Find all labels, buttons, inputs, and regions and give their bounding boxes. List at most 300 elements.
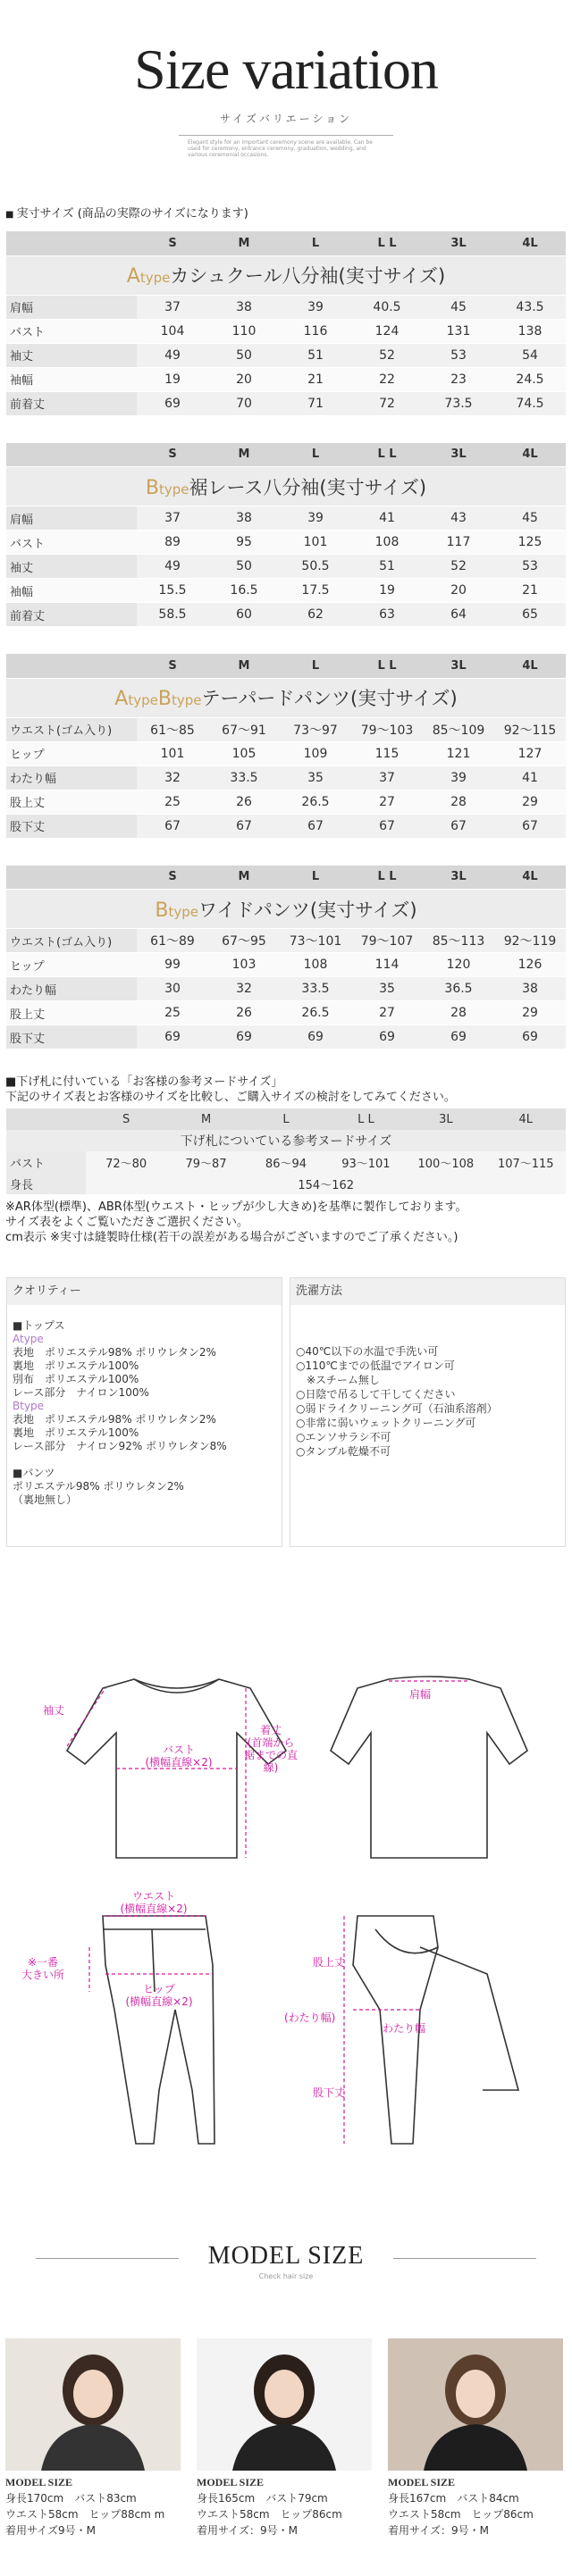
- quality-box: [6, 1277, 282, 1547]
- care-line: ○タンブル乾燥不可: [296, 1445, 391, 1458]
- size-table: [6, 443, 566, 628]
- top-back-illustration: [331, 1677, 527, 1858]
- size-value: 120: [423, 953, 494, 977]
- size-value: 53: [494, 555, 566, 579]
- quality-line: 表地 ポリエステル98% ポリウレタン2%: [13, 1346, 216, 1359]
- row-label: わたり幅: [6, 977, 137, 1001]
- size-column-header: 3L: [423, 866, 494, 890]
- quality-line: ■パンツ: [13, 1467, 55, 1479]
- table-row: [6, 790, 566, 814]
- quality-line: 表地 ポリエステル98% ポリウレタン2%: [13, 1413, 216, 1426]
- row-label: 前着丈: [6, 603, 137, 627]
- reference-table: [6, 1108, 566, 1194]
- size-column-header: S: [137, 654, 208, 678]
- size-column-header: 4L: [494, 654, 566, 678]
- size-column-header: 3L: [423, 443, 494, 467]
- size-column-header: S: [137, 443, 208, 467]
- quality-line: （裏地無し）: [13, 1493, 78, 1506]
- size-value: 138: [494, 319, 566, 343]
- row-label: バスト: [6, 1151, 86, 1173]
- size-value: 39: [280, 506, 351, 531]
- table-row: [6, 603, 566, 627]
- size-value: 69: [494, 1025, 566, 1050]
- title-rule: [179, 135, 393, 136]
- model-silhouette: [5, 2338, 181, 2471]
- size-value: 26.5: [280, 1001, 351, 1025]
- size-value: 25: [137, 1001, 208, 1025]
- size-value: 38: [208, 295, 280, 319]
- model-heading: MODEL SIZE: [197, 2476, 265, 2488]
- size-value: 38: [494, 977, 566, 1001]
- size-value: 39: [423, 765, 494, 790]
- size-column-header: 4L: [486, 1108, 566, 1130]
- size-value: 116: [280, 319, 351, 343]
- size-column-header: 3L: [423, 654, 494, 678]
- size-value: 79〜107: [351, 929, 423, 953]
- size-value: 67: [351, 814, 423, 838]
- size-column-header: M: [208, 443, 280, 467]
- label-thigh: わたり幅: [383, 2022, 426, 2035]
- care-line: ○非常に弱いウェットクリーニング可: [296, 1417, 476, 1429]
- row-label: ウエスト(ゴム入り): [6, 717, 137, 741]
- size-column-header: M: [208, 866, 280, 890]
- size-column-header: L: [246, 1108, 325, 1130]
- size-value: 73.5: [423, 391, 494, 415]
- reference-note-3: ※AR体型(標準)、ABR体型(ウエスト・ヒップが少し大きめ)を基準に製作しております。: [5, 1200, 467, 1214]
- care-line: ○日陰で吊るして干してください: [296, 1388, 456, 1401]
- label-waist: ウエスト (横幅直線×2): [120, 1890, 188, 1915]
- table-row: [6, 295, 566, 319]
- quality-line: 別布 ポリエステル100%: [13, 1373, 139, 1385]
- size-value: 41: [351, 506, 423, 531]
- reference-row: [6, 1173, 566, 1194]
- size-value: 26: [208, 790, 280, 814]
- size-value: 49: [137, 343, 208, 367]
- size-column-header: S: [86, 1108, 165, 1130]
- row-label: 股上丈: [6, 1001, 137, 1025]
- size-table: [6, 231, 566, 416]
- size-value: 60: [208, 603, 280, 627]
- quality-line: レース部分 ナイロン92% ポリウレタン8%: [13, 1440, 227, 1452]
- corner-cell: [6, 231, 137, 255]
- size-value: 22: [351, 367, 423, 391]
- model-line: ウエスト58cm ヒップ86cm: [197, 2508, 342, 2521]
- model-silhouette: [388, 2338, 563, 2471]
- size-value: 40.5: [351, 295, 423, 319]
- size-value: 124: [351, 319, 423, 343]
- size-value: 35: [280, 765, 351, 790]
- size-value: 35: [351, 977, 423, 1001]
- size-value: 43: [423, 506, 494, 531]
- size-value: 127: [494, 741, 566, 765]
- size-value: 33.5: [208, 765, 280, 790]
- quality-line: 裏地 ポリエステル100%: [13, 1359, 139, 1372]
- size-value: 92〜119: [494, 929, 566, 953]
- size-value: 61〜89: [137, 929, 208, 953]
- table-row: [6, 929, 566, 953]
- table-row: [6, 717, 566, 741]
- size-value: 79〜103: [351, 717, 423, 741]
- size-value: 45: [494, 506, 566, 531]
- size-value: 107〜115: [486, 1151, 566, 1173]
- table-row: [6, 319, 566, 343]
- size-value: 15.5: [137, 579, 208, 603]
- measurement-diagram: [0, 1590, 572, 2233]
- table-row: [6, 1001, 566, 1025]
- size-value: 71: [280, 391, 351, 415]
- size-value: 99: [137, 953, 208, 977]
- size-value: 30: [137, 977, 208, 1001]
- size-value: 28: [423, 1001, 494, 1025]
- size-value: 92〜115: [494, 717, 566, 741]
- size-column-header: S: [137, 231, 208, 255]
- label-rise: 股上丈: [313, 1956, 346, 1969]
- model-heading: MODEL SIZE: [388, 2476, 456, 2488]
- size-value: 27: [351, 1001, 423, 1025]
- reference-row: [6, 1151, 566, 1173]
- row-label: 股下丈: [6, 1025, 137, 1050]
- size-column-header: L L: [351, 866, 423, 890]
- hero-fine-print: Elegant style for an important ceremony scene are available. Can be used for ceremony, entrance ceremony, graduation, wedding, and various ceremonial occasions.: [188, 139, 373, 158]
- reference-note-2: 下記のサイズ表とお客様のサイズを比較し、ご購入サイズの検討をしてみてください。: [5, 1091, 456, 1104]
- size-value: 21: [494, 579, 566, 603]
- quality-line: レース部分 ナイロン100%: [13, 1386, 149, 1399]
- size-value: 51: [351, 555, 423, 579]
- row-label: 袖丈: [6, 555, 137, 579]
- size-value: 67: [494, 814, 566, 838]
- size-value: 121: [423, 741, 494, 765]
- page-title: Size variation: [134, 38, 438, 101]
- merged-value: 154〜162: [86, 1173, 566, 1194]
- care-box: [290, 1277, 566, 1547]
- size-value: 23: [423, 367, 494, 391]
- size-value: 43.5: [494, 295, 566, 319]
- size-value: 100〜108: [406, 1151, 485, 1173]
- size-value: 69: [137, 391, 208, 415]
- label-shoulder: 肩幅: [409, 1688, 432, 1701]
- size-value: 86〜94: [246, 1151, 325, 1173]
- size-value: 93〜101: [326, 1151, 406, 1173]
- size-value: 45: [423, 295, 494, 319]
- table-row: [6, 741, 566, 765]
- type-badge: Btype: [145, 476, 189, 499]
- reference-section: [0, 1069, 572, 1245]
- size-value: 108: [351, 531, 423, 555]
- size-value: 38: [208, 506, 280, 531]
- size-value: 37: [351, 765, 423, 790]
- hero: [0, 0, 572, 179]
- size-value: 67〜95: [208, 929, 280, 953]
- size-value: 63: [351, 603, 423, 627]
- size-value: 28: [423, 790, 494, 814]
- size-value: 25: [137, 790, 208, 814]
- corner-cell: [6, 443, 137, 467]
- table-row: [6, 531, 566, 555]
- size-value: 54: [494, 343, 566, 367]
- size-tables: [0, 231, 572, 1050]
- table-row: [6, 977, 566, 1001]
- model-cards: [0, 2338, 572, 2538]
- row-label: ヒップ: [6, 741, 137, 765]
- size-value: 73〜101: [280, 929, 351, 953]
- size-value: 37: [137, 295, 208, 319]
- size-value: 50.5: [280, 555, 351, 579]
- quality-line: 裏地 ポリエステル100%: [13, 1426, 139, 1439]
- row-label: バスト: [6, 319, 137, 343]
- size-value: 36.5: [423, 977, 494, 1001]
- size-column-header: L L: [351, 654, 423, 678]
- row-label: 肩幅: [6, 295, 137, 319]
- size-table: [6, 654, 566, 839]
- type-badge: Btype: [157, 688, 202, 710]
- care-body: [290, 1305, 565, 1473]
- size-value: 21: [280, 367, 351, 391]
- size-value: 37: [137, 506, 208, 531]
- page-subtitle: サイズバリエーション: [219, 113, 353, 125]
- care-line: ○弱ドライクリーニング可（石油系溶剤）: [296, 1402, 498, 1415]
- size-value: 69: [423, 1025, 494, 1050]
- table-row: [6, 1025, 566, 1050]
- size-value: 69: [280, 1025, 351, 1050]
- row-label: 袖丈: [6, 343, 137, 367]
- size-value: 53: [423, 343, 494, 367]
- row-label: 袖幅: [6, 579, 137, 603]
- model-line: ウエスト58cm ヒップ88cm m: [5, 2508, 165, 2521]
- type-badge: Atype: [126, 265, 171, 288]
- model-size-header: [0, 2242, 572, 2280]
- table-row: [6, 953, 566, 977]
- quality-care-section: [6, 1277, 566, 1547]
- size-value: 26.5: [280, 790, 351, 814]
- size-column-header: M: [208, 231, 280, 255]
- model-silhouette: [197, 2338, 372, 2471]
- model-line: 着用サイズ：9号・M: [197, 2524, 299, 2537]
- size-value: 52: [351, 343, 423, 367]
- label-body-length: 着丈 (首端から 裾までの直線): [243, 1724, 298, 1774]
- table-gap: [0, 627, 572, 654]
- row-label: 肩幅: [6, 506, 137, 531]
- quality-line: ■トップス: [13, 1319, 65, 1332]
- size-value: 114: [351, 953, 423, 977]
- reference-note-4: サイズ表をよくご覧いただきご選択ください。: [5, 1216, 248, 1229]
- size-column-header: 3L: [423, 231, 494, 255]
- size-value: 24.5: [494, 367, 566, 391]
- row-label: バスト: [6, 531, 137, 555]
- model-line: 身長170cm バスト83cm: [5, 2492, 137, 2505]
- size-value: 110: [208, 319, 280, 343]
- size-value: 41: [494, 765, 566, 790]
- size-column-header: L: [280, 866, 351, 890]
- size-value: 74.5: [494, 391, 566, 415]
- label-thigh-side: (わたり幅): [284, 2011, 336, 2024]
- size-value: 95: [208, 531, 280, 555]
- label-inseam: 股下丈: [313, 2087, 346, 2099]
- size-value: 69: [351, 1025, 423, 1050]
- label-hip: ヒップ (横幅直線×2): [125, 1983, 193, 2008]
- size-value: 69: [137, 1025, 208, 1050]
- label-bust: バスト (横幅直線×2): [145, 1744, 213, 1769]
- size-value: 20: [208, 367, 280, 391]
- size-value: 67: [423, 814, 494, 838]
- model-info: [197, 2471, 372, 2538]
- size-value: 72: [351, 391, 423, 415]
- model-info: [388, 2471, 563, 2538]
- model-line: 着用サイズ：9号・M: [388, 2524, 490, 2537]
- size-value: 105: [208, 741, 280, 765]
- table-row: [6, 579, 566, 603]
- quality-line: ポリエステル98% ポリウレタン2%: [13, 1480, 184, 1493]
- size-value: 70: [208, 391, 280, 415]
- corner-cell: [6, 654, 137, 678]
- table-caption: Btypeワイドパンツ(実寸サイズ): [6, 890, 566, 929]
- model-heading: MODEL SIZE: [5, 2476, 73, 2488]
- model-card: [197, 2338, 372, 2538]
- label-sleeve-length: 袖丈: [43, 1704, 65, 1717]
- model-photo: [197, 2338, 372, 2471]
- size-value: 32: [137, 765, 208, 790]
- size-column-header: L L: [351, 231, 423, 255]
- size-value: 32: [208, 977, 280, 1001]
- size-value: 125: [494, 531, 566, 555]
- row-label: 股上丈: [6, 790, 137, 814]
- type-badge: Atype: [114, 688, 158, 710]
- size-value: 126: [494, 953, 566, 977]
- size-column-header: 4L: [494, 866, 566, 890]
- size-value: 19: [351, 579, 423, 603]
- quality-line: Atype: [13, 1333, 44, 1345]
- size-column-header: L: [280, 443, 351, 467]
- row-label: 身長: [6, 1173, 86, 1194]
- pants-front-illustration: [103, 1916, 214, 2144]
- size-column-header: L: [280, 654, 351, 678]
- table-row: [6, 814, 566, 838]
- size-value: 39: [280, 295, 351, 319]
- quality-line: Btype: [13, 1400, 45, 1412]
- size-table: [6, 866, 566, 1050]
- size-value: 79〜87: [166, 1151, 246, 1173]
- care-line: ※スチーム無し: [296, 1374, 380, 1386]
- size-column-header: M: [208, 654, 280, 678]
- model-photo: [5, 2338, 181, 2471]
- table-row: [6, 506, 566, 531]
- size-column-header: S: [137, 866, 208, 890]
- table-row: [6, 391, 566, 415]
- size-value: 85〜113: [423, 929, 494, 953]
- size-value: 115: [351, 741, 423, 765]
- size-value: 101: [137, 741, 208, 765]
- model-card: [388, 2338, 563, 2538]
- size-value: 33.5: [280, 977, 351, 1001]
- label-widest: ※一番 大きい所: [21, 1956, 64, 1981]
- care-line: ○110℃までの低温でアイロン可: [296, 1359, 455, 1372]
- reference-caption: 下げ札についている参考ヌードサイズ: [6, 1130, 566, 1151]
- size-column-header: 4L: [494, 231, 566, 255]
- care-line: ○エンソサラシ不可: [296, 1431, 391, 1443]
- row-label: ウエスト(ゴム入り): [6, 929, 137, 953]
- size-value: 104: [137, 319, 208, 343]
- left-rule: [36, 2258, 179, 2259]
- table-gap: [0, 416, 572, 443]
- size-value: 51: [280, 343, 351, 367]
- model-card: [5, 2338, 181, 2538]
- corner-cell: [6, 1108, 86, 1130]
- size-value: 50: [208, 555, 280, 579]
- right-rule: [393, 2258, 536, 2259]
- size-value: 131: [423, 319, 494, 343]
- row-label: 股下丈: [6, 814, 137, 838]
- size-value: 20: [423, 579, 494, 603]
- model-photo: [388, 2338, 563, 2471]
- size-value: 67: [137, 814, 208, 838]
- size-value: 17.5: [280, 579, 351, 603]
- size-column-header: L L: [351, 443, 423, 467]
- row-label: ヒップ: [6, 953, 137, 977]
- reference-note-1: ■下げ札に付いている「お客様の参考ヌードサイズ」: [5, 1075, 283, 1089]
- size-value: 49: [137, 555, 208, 579]
- size-column-header: 3L: [406, 1108, 485, 1130]
- model-size-title: MODEL SIZE: [207, 2242, 365, 2270]
- quality-body: [7, 1305, 282, 1521]
- size-value: 117: [423, 531, 494, 555]
- table-row: [6, 343, 566, 367]
- model-line: ウエスト58cm ヒップ86cm: [388, 2508, 534, 2521]
- size-value: 67: [208, 814, 280, 838]
- size-value: 85〜109: [423, 717, 494, 741]
- size-value: 58.5: [137, 603, 208, 627]
- size-value: 26: [208, 1001, 280, 1025]
- size-value: 29: [494, 1001, 566, 1025]
- row-label: 袖幅: [6, 367, 137, 391]
- corner-cell: [6, 866, 137, 890]
- quality-line: [13, 1453, 276, 1467]
- table-row: [6, 555, 566, 579]
- size-value: 69: [208, 1025, 280, 1050]
- model-line: 身長165cm バスト79cm: [197, 2492, 328, 2505]
- size-column-header: M: [166, 1108, 246, 1130]
- size-value: 109: [280, 741, 351, 765]
- size-value: 16.5: [208, 579, 280, 603]
- size-value: 64: [423, 603, 494, 627]
- size-value: 61〜85: [137, 717, 208, 741]
- size-value: 19: [137, 367, 208, 391]
- table-caption: Atypeカシュクール八分袖(実寸サイズ): [6, 255, 566, 295]
- model-size-subtitle: Check hair size: [258, 2272, 314, 2280]
- garment-illustrations: [0, 1590, 572, 2233]
- model-line: 着用サイズ9号・M: [5, 2524, 97, 2537]
- size-value: 62: [280, 603, 351, 627]
- table-caption: Btype裾レース八分袖(実寸サイズ): [6, 467, 566, 506]
- size-value: 73〜97: [280, 717, 351, 741]
- size-column-header: L: [280, 231, 351, 255]
- section-heading: ■ 実寸サイズ (商品の実際のサイズになります): [0, 179, 572, 231]
- size-value: 52: [423, 555, 494, 579]
- care-title: 洗濯方法: [290, 1278, 565, 1305]
- type-badge: Btype: [155, 899, 198, 922]
- size-value: 72〜80: [86, 1151, 165, 1173]
- size-value: 103: [208, 953, 280, 977]
- size-value: 65: [494, 603, 566, 627]
- table-caption: AtypeBtypeテーパードパンツ(実寸サイズ): [6, 678, 566, 717]
- row-label: 前着丈: [6, 391, 137, 415]
- pants-side-illustration: [353, 1916, 518, 2144]
- size-value: 67〜91: [208, 717, 280, 741]
- model-line: 身長167cm バスト84cm: [388, 2492, 519, 2505]
- care-line: ○40℃以下の水温で手洗い可: [296, 1345, 439, 1358]
- size-value: 50: [208, 343, 280, 367]
- table-row: [6, 367, 566, 391]
- size-value: 101: [280, 531, 351, 555]
- size-value: 67: [280, 814, 351, 838]
